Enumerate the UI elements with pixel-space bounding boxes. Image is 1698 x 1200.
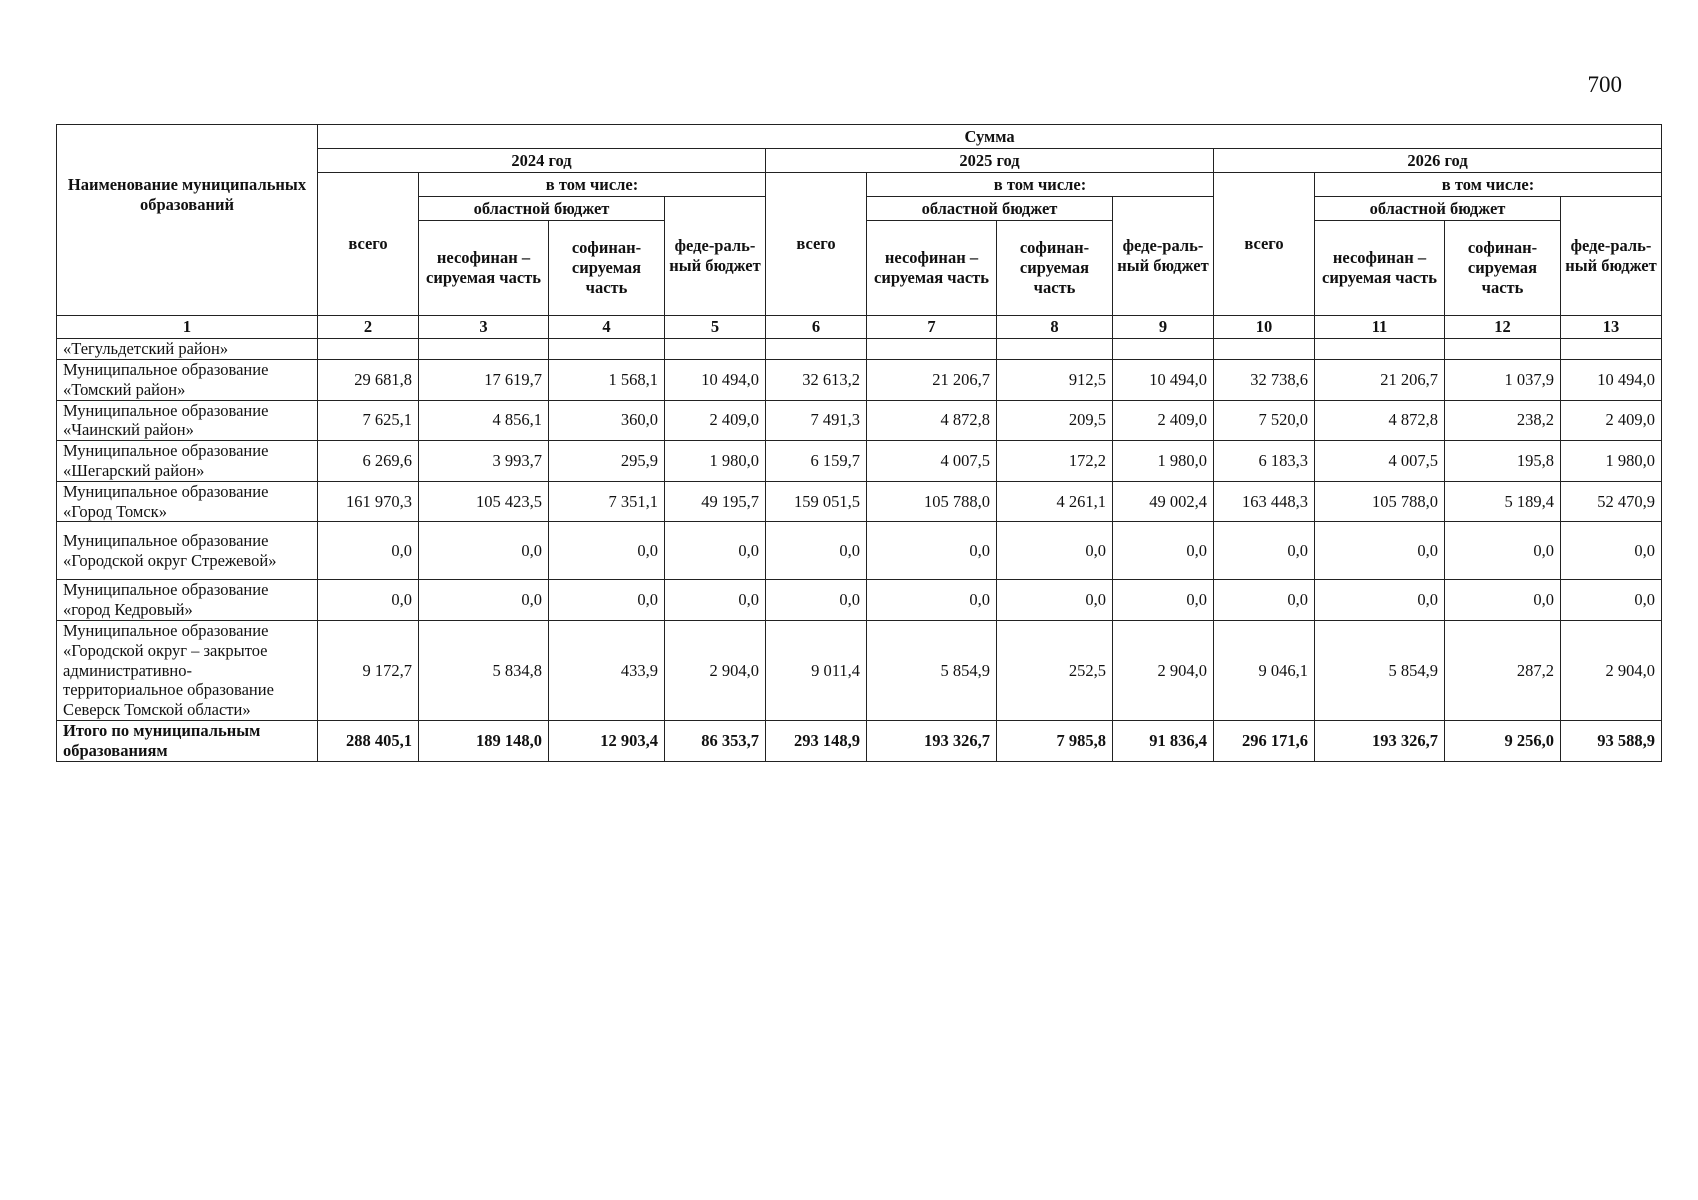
total-value-cell: 7 985,8 [997,720,1113,761]
column-number: 4 [549,316,665,339]
column-number: 6 [766,316,867,339]
table-body [57,339,1662,762]
value-cell: 9 046,1 [1214,620,1315,720]
value-cell: 105 788,0 [1315,481,1445,522]
total-value-cell: 91 836,4 [1113,720,1214,761]
header-total-2024: всего [318,173,419,316]
total-value-cell: 193 326,7 [1315,720,1445,761]
value-cell: 4 872,8 [867,400,997,441]
header-regional-budget-2025: областной бюджет [867,197,1113,221]
table-row [57,522,1662,580]
column-numbers-row [57,316,1662,339]
column-number: 13 [1561,316,1662,339]
value-cell: 0,0 [549,522,665,580]
value-cell: 0,0 [1445,522,1561,580]
header-sum: Сумма [318,125,1662,149]
value-cell: 1 980,0 [665,441,766,482]
value-cell: 0,0 [997,522,1113,580]
total-value-cell: 86 353,7 [665,720,766,761]
value-cell: 195,8 [1445,441,1561,482]
value-cell: 0,0 [1113,522,1214,580]
column-number: 8 [997,316,1113,339]
value-cell: 2 904,0 [1113,620,1214,720]
value-cell: 252,5 [997,620,1113,720]
municipality-name: Муниципальное образование «Городской округ Стрежевой» [57,522,318,580]
value-cell: 3 993,7 [419,441,549,482]
municipality-name: Муниципальное образование «Томский район» [57,360,318,401]
value-cell: 6 183,3 [1214,441,1315,482]
total-value-cell: 93 588,9 [1561,720,1662,761]
value-cell: 360,0 [549,400,665,441]
value-cell: 29 681,8 [318,360,419,401]
value-cell: 10 494,0 [665,360,766,401]
municipality-name: «Тегульдетский район» [57,339,318,360]
total-value-cell: 9 256,0 [1445,720,1561,761]
value-cell: 5 854,9 [867,620,997,720]
value-cell: 0,0 [1315,580,1445,621]
value-cell: 0,0 [1445,580,1561,621]
total-value-cell: 296 171,6 [1214,720,1315,761]
value-cell: 7 520,0 [1214,400,1315,441]
total-value-cell: 193 326,7 [867,720,997,761]
header-cofinanced-2025: софинан-сируемая часть [997,221,1113,316]
value-cell: 1 980,0 [1113,441,1214,482]
column-number: 7 [867,316,997,339]
value-cell: 9 011,4 [766,620,867,720]
header-noncofinanced-2025: несофинан – сируемая часть [867,221,997,316]
value-cell: 238,2 [1445,400,1561,441]
header-including-2025: в том числе: [867,173,1214,197]
value-cell: 1 037,9 [1445,360,1561,401]
value-cell: 7 351,1 [549,481,665,522]
value-cell: 2 409,0 [1561,400,1662,441]
value-cell: 7 491,3 [766,400,867,441]
header-year-2025: 2025 год [766,149,1214,173]
value-cell: 163 448,3 [1214,481,1315,522]
header-noncofinanced-2024: несофинан – сируемая часть [419,221,549,316]
header-name-column: Наименование муниципальных образований [57,125,318,316]
total-value-cell: 12 903,4 [549,720,665,761]
column-number: 10 [1214,316,1315,339]
value-cell: 1 568,1 [549,360,665,401]
value-cell: 2 409,0 [665,400,766,441]
page-number: 700 [1587,72,1622,97]
table-row [57,400,1662,441]
header-including-2026: в том числе: [1315,173,1662,197]
column-number: 12 [1445,316,1561,339]
value-cell: 0,0 [419,522,549,580]
value-cell: 0,0 [419,580,549,621]
table-row [57,580,1662,621]
header-year-2024: 2024 год [318,149,766,173]
value-cell: 433,9 [549,620,665,720]
column-number: 9 [1113,316,1214,339]
value-cell: 0,0 [867,522,997,580]
total-label: Итого по муниципальным образованиям [57,720,318,761]
value-cell: 17 619,7 [419,360,549,401]
value-cell: 912,5 [997,360,1113,401]
value-cell: 0,0 [1214,580,1315,621]
value-cell [665,339,766,360]
value-cell: 0,0 [766,522,867,580]
value-cell: 0,0 [997,580,1113,621]
table-row [57,481,1662,522]
municipality-name: Муниципальное образование «Городской округ – закрытое административно-территориальное образование Северск Томской области» [57,620,318,720]
value-cell: 4 856,1 [419,400,549,441]
total-value-cell: 288 405,1 [318,720,419,761]
value-cell: 4 007,5 [1315,441,1445,482]
value-cell: 105 788,0 [867,481,997,522]
value-cell: 5 834,8 [419,620,549,720]
header-year-2026: 2026 год [1214,149,1662,173]
table-header [57,125,1662,339]
value-cell: 172,2 [997,441,1113,482]
value-cell [419,339,549,360]
value-cell [1561,339,1662,360]
value-cell [318,339,419,360]
column-number: 2 [318,316,419,339]
table-row [57,620,1662,720]
table-row [57,360,1662,401]
value-cell: 0,0 [1315,522,1445,580]
total-value-cell: 293 148,9 [766,720,867,761]
municipality-name: Муниципальное образование «Чаинский район» [57,400,318,441]
header-federal-budget-2026: феде-раль-ный бюджет [1561,197,1662,316]
value-cell: 1 980,0 [1561,441,1662,482]
value-cell: 0,0 [318,580,419,621]
value-cell [1113,339,1214,360]
value-cell: 9 172,7 [318,620,419,720]
value-cell [549,339,665,360]
value-cell: 7 625,1 [318,400,419,441]
header-regional-budget-2026: областной бюджет [1315,197,1561,221]
column-number: 1 [57,316,318,339]
header-noncofinanced-2026: несофинан –сируемая часть [1315,221,1445,316]
header-total-2026: всего [1214,173,1315,316]
value-cell: 0,0 [1561,580,1662,621]
value-cell: 21 206,7 [867,360,997,401]
municipality-name: Муниципальное образование «город Кедровый» [57,580,318,621]
value-cell: 21 206,7 [1315,360,1445,401]
value-cell: 0,0 [665,522,766,580]
value-cell: 0,0 [549,580,665,621]
value-cell [1445,339,1561,360]
header-federal-budget-2024: феде-раль-ный бюджет [665,197,766,316]
value-cell: 0,0 [318,522,419,580]
value-cell: 0,0 [766,580,867,621]
value-cell: 49 195,7 [665,481,766,522]
value-cell: 4 261,1 [997,481,1113,522]
municipality-name: Муниципальное образование «Город Томск» [57,481,318,522]
value-cell: 5 854,9 [1315,620,1445,720]
value-cell: 105 423,5 [419,481,549,522]
value-cell: 2 409,0 [1113,400,1214,441]
value-cell: 32 613,2 [766,360,867,401]
value-cell: 52 470,9 [1561,481,1662,522]
table-row [57,339,1662,360]
value-cell: 32 738,6 [1214,360,1315,401]
header-regional-budget-2024: областной бюджет [419,197,665,221]
value-cell [1315,339,1445,360]
municipality-name: Муниципальное образование «Шегарский район» [57,441,318,482]
value-cell: 6 159,7 [766,441,867,482]
value-cell: 6 269,6 [318,441,419,482]
header-federal-budget-2025: феде-раль-ный бюджет [1113,197,1214,316]
value-cell: 10 494,0 [1113,360,1214,401]
value-cell: 5 189,4 [1445,481,1561,522]
value-cell: 0,0 [867,580,997,621]
column-number: 3 [419,316,549,339]
total-value-cell: 189 148,0 [419,720,549,761]
value-cell: 2 904,0 [665,620,766,720]
value-cell: 0,0 [1561,522,1662,580]
total-row [57,720,1662,761]
table-row [57,441,1662,482]
value-cell: 161 970,3 [318,481,419,522]
header-cofinanced-2026: софинан-сируемая часть [1445,221,1561,316]
value-cell: 159 051,5 [766,481,867,522]
budget-table [56,124,1662,762]
value-cell: 0,0 [1113,580,1214,621]
header-cofinanced-2024: софинан-сируемая часть [549,221,665,316]
value-cell: 2 904,0 [1561,620,1662,720]
header-total-2025: всего [766,173,867,316]
value-cell: 0,0 [665,580,766,621]
column-number: 11 [1315,316,1445,339]
value-cell: 4 007,5 [867,441,997,482]
value-cell: 295,9 [549,441,665,482]
header-including-2024: в том числе: [419,173,766,197]
value-cell: 287,2 [1445,620,1561,720]
value-cell: 209,5 [997,400,1113,441]
value-cell [1214,339,1315,360]
column-number: 5 [665,316,766,339]
value-cell [766,339,867,360]
value-cell: 4 872,8 [1315,400,1445,441]
value-cell: 0,0 [1214,522,1315,580]
value-cell [997,339,1113,360]
value-cell: 10 494,0 [1561,360,1662,401]
value-cell [867,339,997,360]
value-cell: 49 002,4 [1113,481,1214,522]
